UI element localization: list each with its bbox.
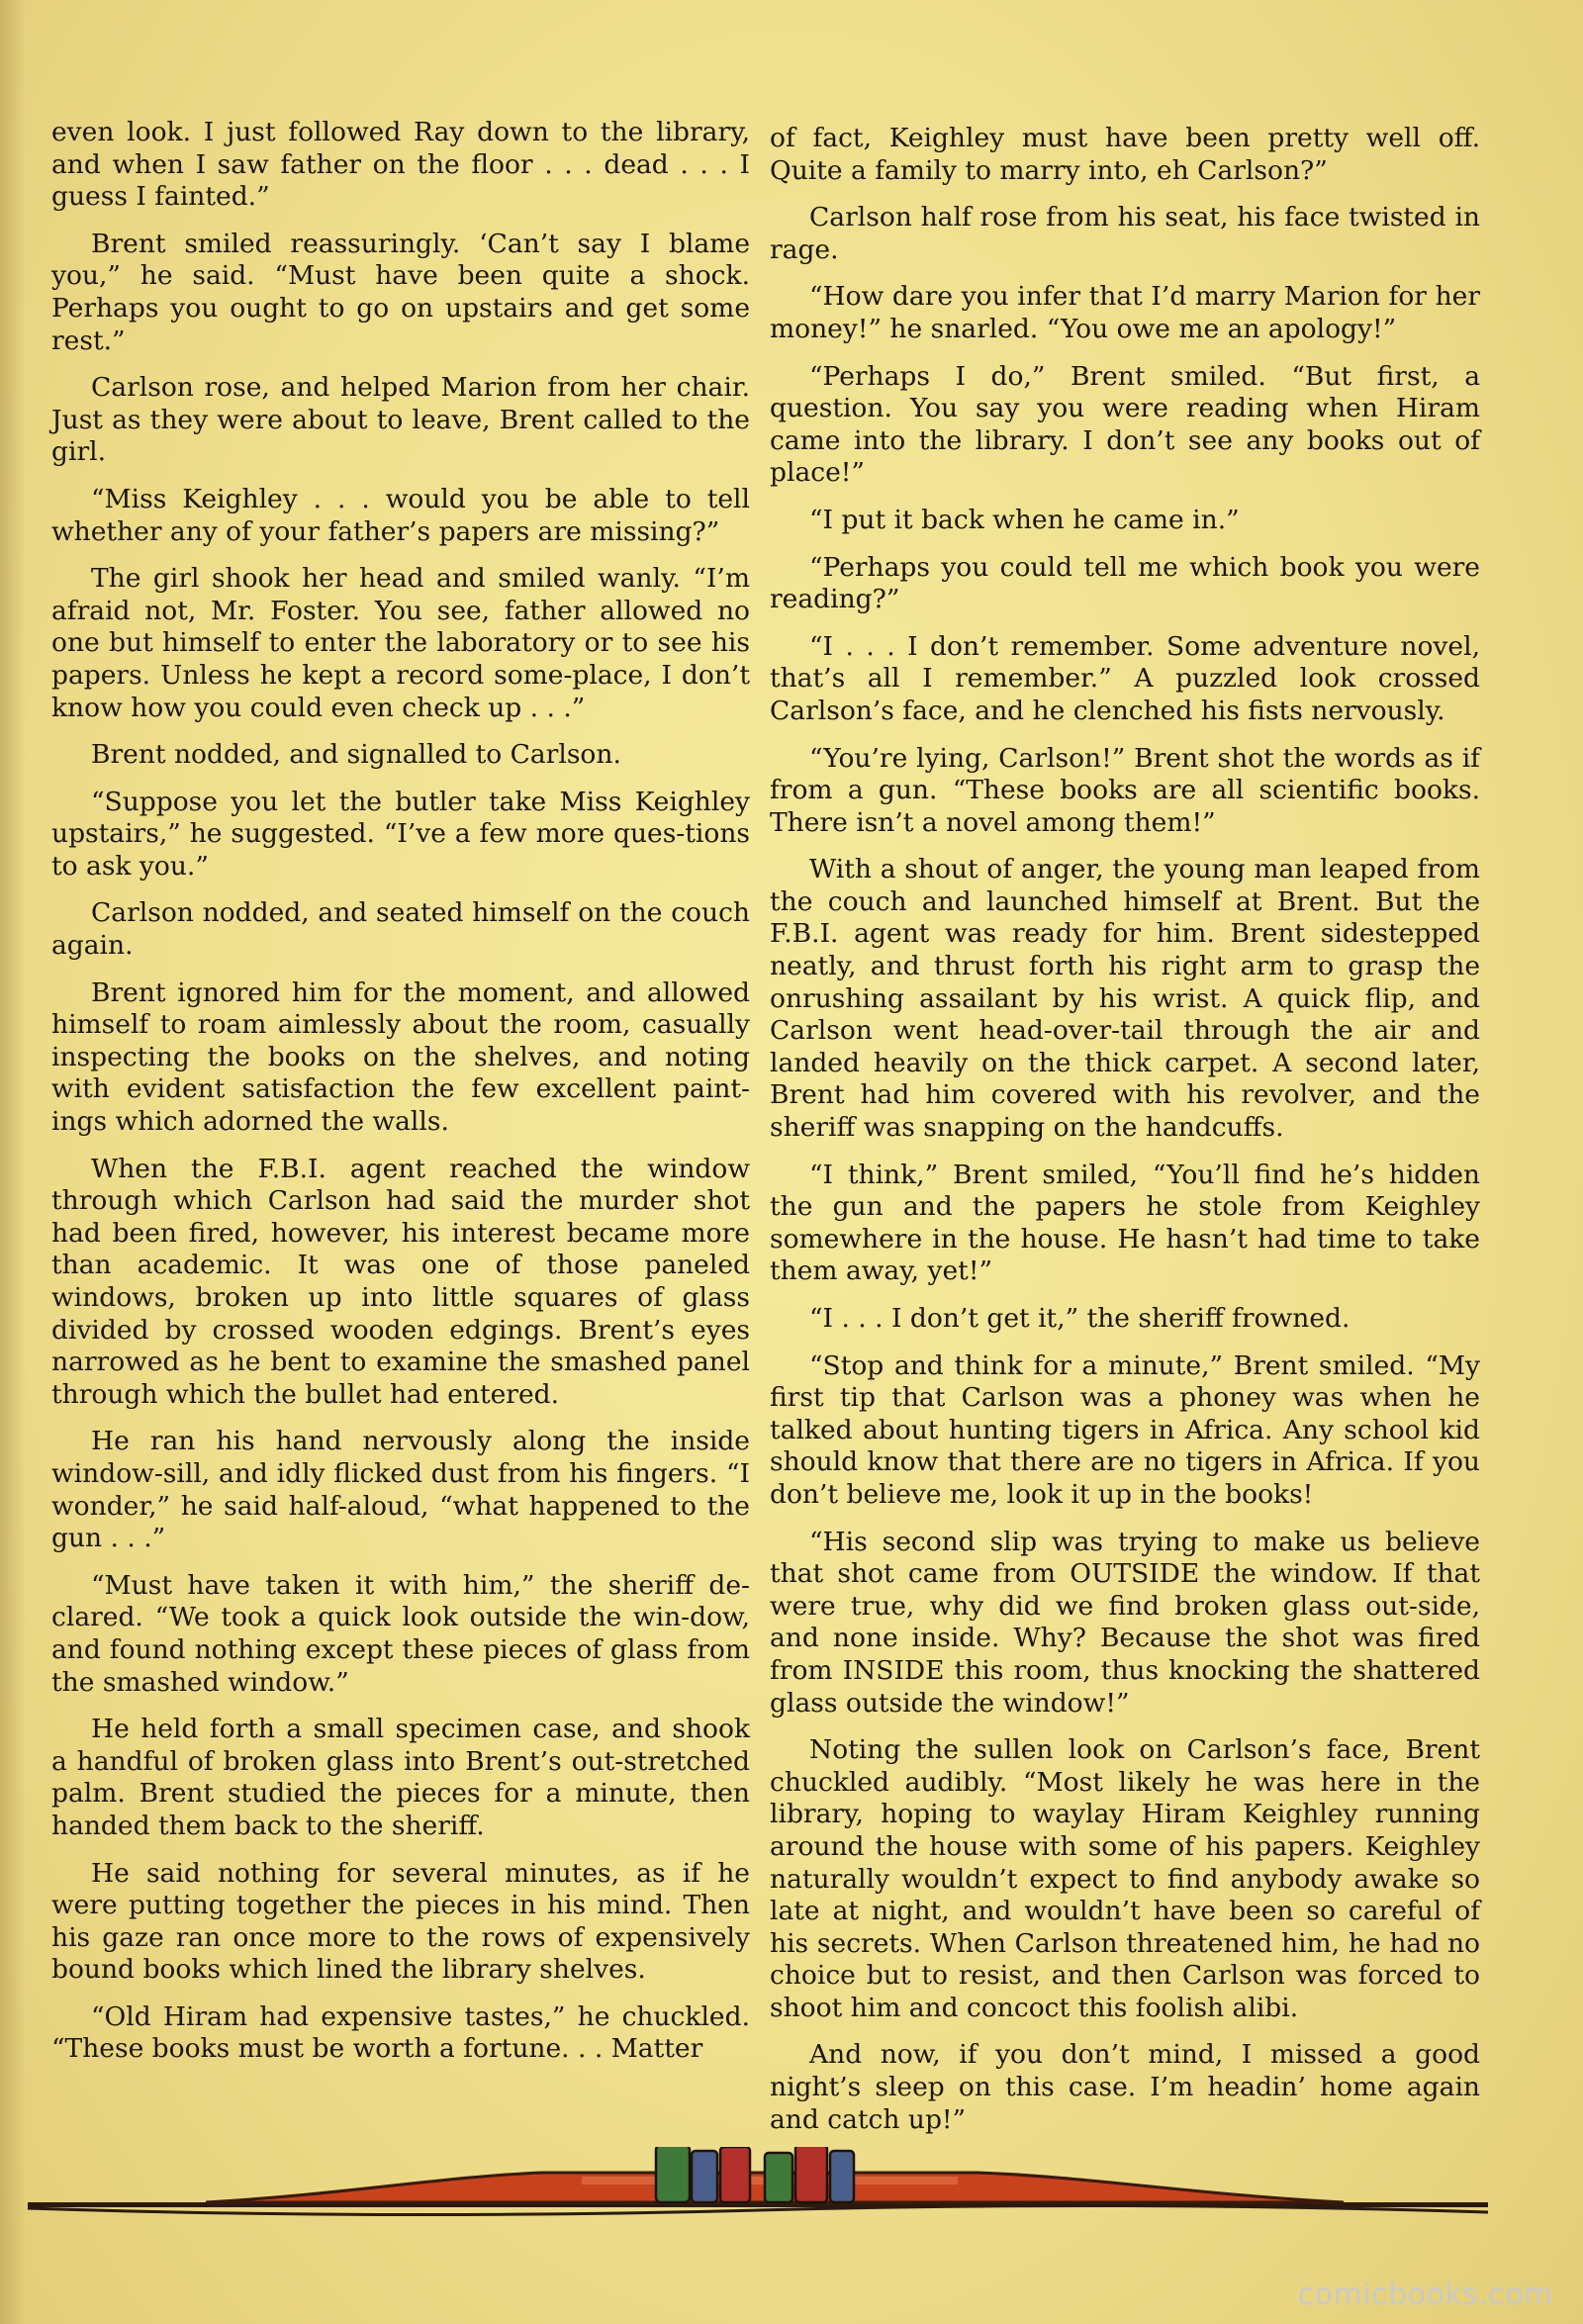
paragraph: Brent smiled reassuringly. ‘Can’t say I blame you,” he said. “Must have been quite a shock. Perhaps you ought to go on upstairs and get some rest.” [51,228,750,356]
paragraph: Noting the sullen look on Carlson’s face, Brent chuckled audibly. “Most likely he was here in the library, hoping to waylay Hiram Keighley running around the house with some of his papers. Keighley naturally wouldn’t expect to find anybody awake so late at night, and wouldn’t have been so careful of his secrets. When Carlson threatened him, he had no choice but to resist, and then Carlson was forced to shoot him and concoct this foolish alibi. [770,1734,1480,2023]
paragraph: “His second slip was trying to make us believe that shot came from OUTSIDE the window. If that were true, why did we find broken glass out-side, and none inside. Why? Because the shot was fired from INSIDE this room, thus knocking the shattered glass outside the window!” [770,1526,1480,1719]
paragraph: When the F.B.I. agent reached the window through which Carlson had said the murder shot had been fired, however, his interest became more than academic. It was one of those paneled windows, broken up into little squares of glass divided by crossed wooden edgings. Brent’s eyes narrowed as he bent to examine the smashed panel through which the bullet had entered. [51,1153,750,1410]
paragraph: Brent ignored him for the moment, and allowed himself to roam aimlessly about the room, casually inspecting the books on the shelves, and noting with evident satisfaction the few excellent paint-ings which adorned the walls. [51,976,750,1138]
paragraph: With a shout of anger, the young man leaped from the couch and launched himself at Brent. But the F.B.I. agent was ready for him. Brent sidestepped neatly, and thrust forth his right arm to grasp the onrushing assailant by his wrist. A quick flip, and Carlson went head-over-tail through the air and landed heavily on the thick carpet. A second later, Brent had him covered with his revolver, and the sheriff was snapping on the handcuffs. [770,854,1480,1144]
paragraph: “I . . . I don’t remember. Some adventure novel, that’s all I remember.” A puzzled look crossed Carlson’s face, and he clenched his fists nervously. [770,630,1480,726]
paragraph: “Suppose you let the butler take Miss Keighley upstairs,” he suggested. “I’ve a few more ques-tions to ask you.” [51,786,750,882]
text-column-right [770,123,1480,2151]
bookshelf-illustration [28,2147,1488,2236]
paragraph: even look. I just followed Ray down to the library, and when I saw father on the floor . . . dead . . . I guess I fainted.” [51,117,750,213]
paragraph: “I think,” Brent smiled, “You’ll find he’s hidden the gun and the papers he stole from Keighley somewhere in the house. He hasn’t had time to take them away, yet!” [770,1159,1480,1287]
paragraph: He ran his hand nervously along the inside window-sill, and idly flicked dust from his fingers. “I wonder,” he said half-aloud, “what happened to the gun . . .” [51,1426,750,1554]
book-red [795,2147,827,2202]
paragraph: Brent nodded, and signalled to Carlson. [91,739,621,771]
paragraph: of fact, Keighley must have been pretty well off. Quite a family to marry into, eh Carlson?” [770,123,1480,186]
paragraph: “I . . . I don’t get it,” the sheriff frowned. [809,1303,1350,1334]
book-green [765,2153,792,2202]
book-green [656,2147,690,2202]
paragraph: Carlson nodded, and seated himself on the couch again. [51,897,750,962]
paragraph: The girl shook her head and smiled wanly. “I’m afraid not, Mr. Foster. You see, father allowed no one but himself to enter the laboratory or to see his papers. Unless he kept a record some-place, I don’t know how you could even check up . . .” [51,563,750,723]
text-column-left [51,117,750,2081]
paragraph: He held forth a small specimen case, and shook a handful of broken glass into Brent’s out-stretched palm. Brent studied the pieces for a minute, then handed them back to the sheriff. [51,1714,750,1841]
paragraph: “Perhaps I do,” Brent smiled. “But first, a question. You say you were reading when Hiram came into the library. I don’t see any books out of place!” [770,360,1480,489]
paragraph: “Old Hiram had expensive tastes,” he chuckled. “These books must be worth a fortune. . . Matter [51,2000,750,2065]
paragraph: “Stop and think for a minute,” Brent smiled. “My first tip that Carlson was a phoney was when he talked about hunting tigers in Africa. Any school kid should know that there are no tigers in Africa. If you don’t believe me, look it up in the books! [770,1349,1480,1510]
book-blue [830,2151,854,2202]
paragraph: Carlson rose, and helped Marion from her chair. Just as they were about to leave, Brent called to the girl. [51,372,750,468]
paragraph: “Perhaps you could tell me which book you were reading?” [770,551,1480,615]
paragraph: “I put it back when he came in.” [809,504,1240,535]
paragraph: Carlson half rose from his seat, his face twisted in rage. [770,202,1480,265]
watermark: comicbooks.com [1297,2278,1553,2312]
paragraph: “Must have taken it with him,” the sheriff de-clared. “We took a quick look outside the win-dow, and found nothing except these pieces of glass from the smashed window.” [51,1569,750,1698]
book-red [720,2147,750,2202]
paragraph: “You’re lying, Carlson!” Brent shot the words as if from a gun. “These books are all scientific books. There isn’t a novel among them!” [770,742,1480,838]
paragraph: “Miss Keighley . . . would you be able to tell whether any of your father’s papers are missing?” [51,483,750,547]
book-blue [692,2151,717,2202]
paragraph: And now, if you don’t mind, I missed a good night’s sleep on this case. I’m headin’ home again and catch up!” [770,2039,1480,2135]
paragraph: “How dare you infer that I’d marry Marion for her money!” he snarled. “You owe me an apology!” [770,281,1480,344]
paragraph: He said nothing for several minutes, as if he were putting together the pieces in his mind. Then his gaze ran once more to the rows of expensively bound books which lined the library shelves. [51,1857,750,1986]
